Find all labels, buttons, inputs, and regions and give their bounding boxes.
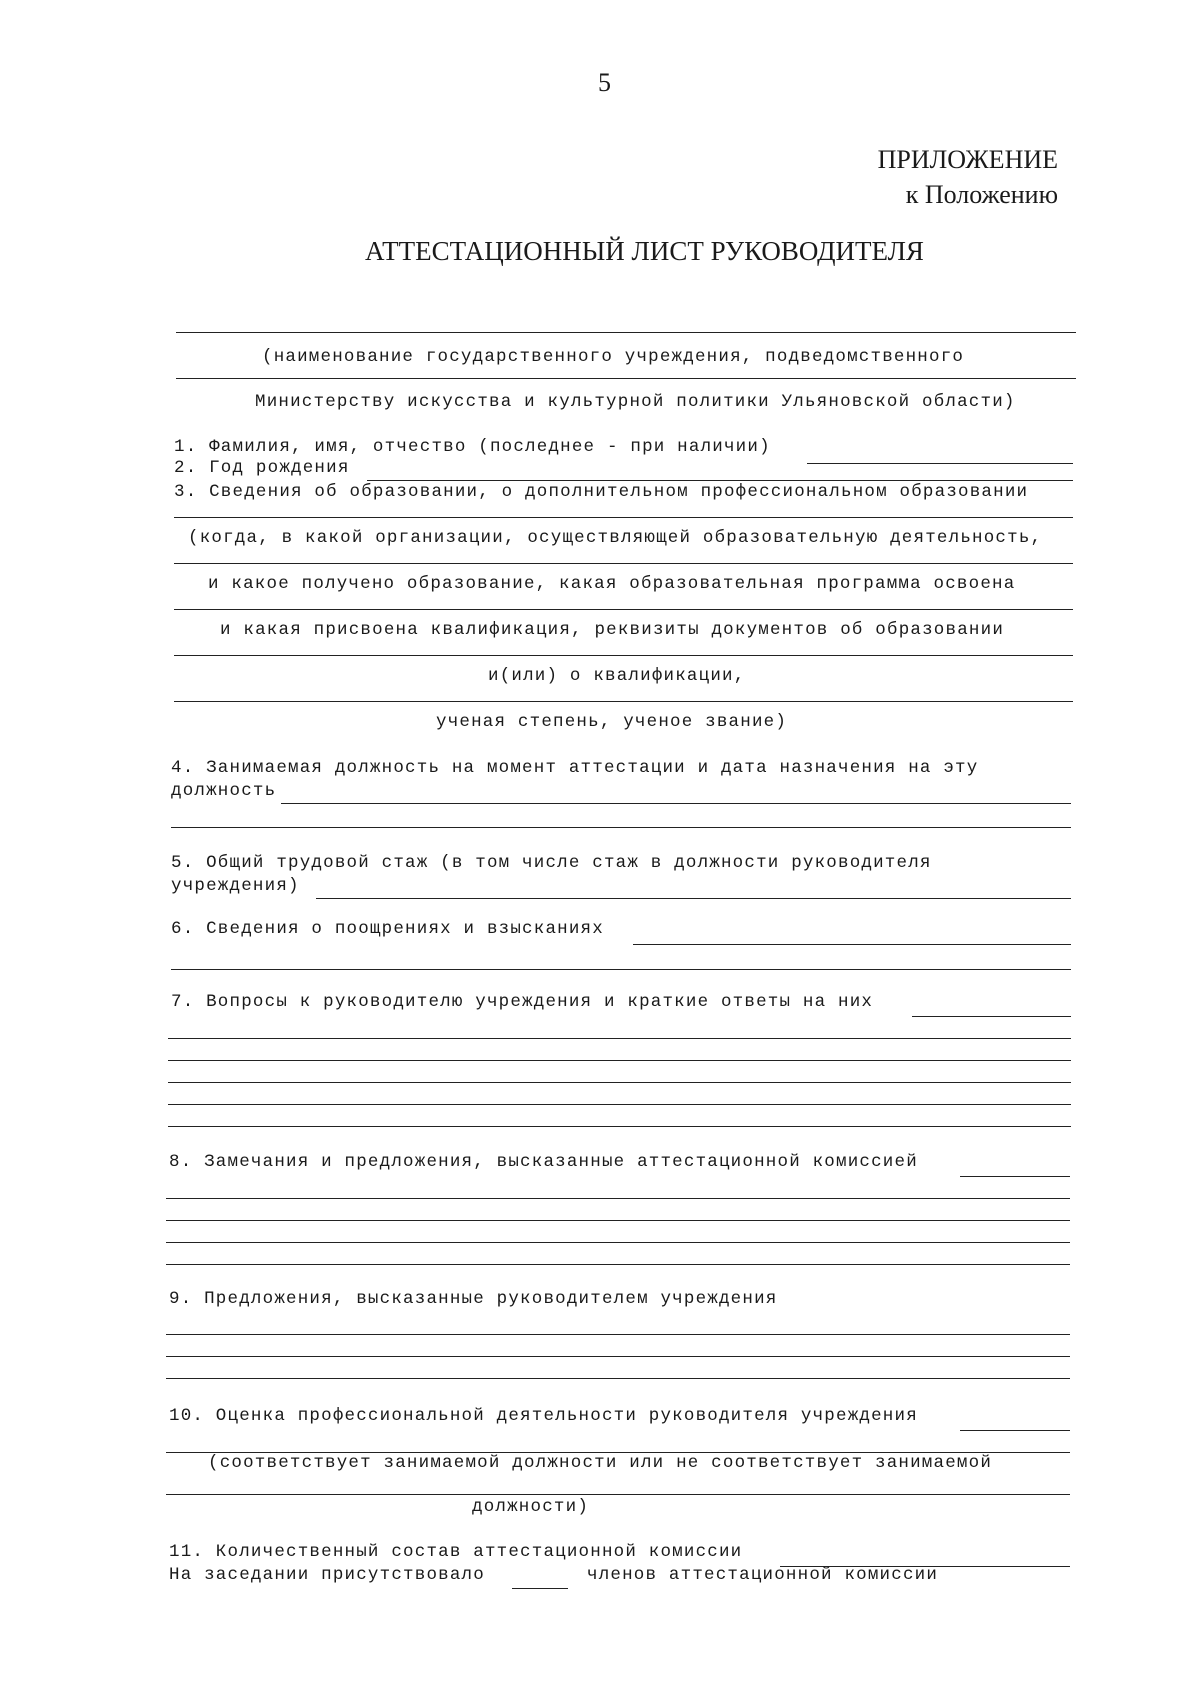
page-number: 5 — [598, 68, 611, 97]
item-8-line-1 — [166, 1198, 1070, 1199]
appendix-subtitle: к Положению — [905, 180, 1058, 209]
item-3-line-5 — [174, 701, 1073, 702]
item-2-line — [367, 480, 1073, 481]
item-8-line-0 — [960, 1176, 1070, 1177]
item-3-hint-1: (когда, в какой организации, осуществляющей образовательную деятельность, — [188, 528, 1043, 548]
item-7-line-5 — [168, 1126, 1071, 1127]
item-3-education: 3. Сведения об образовании, о дополнительном профессиональном образовании — [174, 482, 1029, 502]
item-8-remarks: 8. Замечания и предложения, высказанные аттестационной комиссией — [169, 1152, 918, 1172]
item-2-birth-year: 2. Год рождения — [174, 458, 350, 478]
item-1-line — [807, 463, 1073, 464]
item-3-line-1 — [174, 517, 1073, 518]
institution-hint-1: (наименование государственного учреждения, подведомственного — [262, 347, 965, 367]
item-3-line-4 — [174, 655, 1073, 656]
item-10-hint-1: (соответствует занимаемой должности или не соответствует занимаемой — [208, 1453, 993, 1473]
item-10-hint-2: должности) — [472, 1497, 590, 1517]
item-7-line-2 — [168, 1060, 1071, 1061]
item-5-line — [316, 898, 1071, 899]
item-7-line-0 — [912, 1016, 1071, 1017]
item-3-hint-2: и какое получено образование, какая образовательная программа освоена — [208, 574, 1016, 594]
item-10-line-0 — [960, 1430, 1070, 1431]
item-8-line-3 — [166, 1242, 1070, 1243]
item-10-assessment: 10. Оценка профессиональной деятельности руководителя учреждения — [169, 1406, 918, 1426]
item-11-commission-size: 11. Количественный состав аттестационной комиссии — [169, 1542, 743, 1562]
item-9-line-2 — [166, 1356, 1070, 1357]
item-3-line-2 — [174, 563, 1073, 564]
item-8-line-4 — [166, 1264, 1070, 1265]
item-7-line-4 — [168, 1104, 1071, 1105]
item-1-full-name: 1. Фамилия, имя, отчество (последнее - при наличии) — [174, 437, 771, 457]
item-7-questions: 7. Вопросы к руководителю учреждения и краткие ответы на них — [171, 992, 874, 1012]
item-6-line-1 — [633, 944, 1071, 945]
institution-line-2 — [176, 378, 1076, 379]
item-9-line-3 — [166, 1378, 1070, 1379]
item-4-line-1 — [281, 803, 1071, 804]
item-7-line-1 — [168, 1038, 1071, 1039]
item-5-work-experience: 5. Общий трудовой стаж (в том числе стаж в должности руководителя — [171, 853, 932, 873]
item-5-work-experience-cont: учреждения) — [171, 876, 300, 896]
item-8-line-2 — [166, 1220, 1070, 1221]
item-3-hint-3: и какая присвоена квалификация, реквизиты документов об образовании — [220, 620, 1005, 640]
item-9-line-1 — [166, 1334, 1070, 1335]
institution-line-1 — [176, 332, 1076, 333]
item-3-hint-4: и(или) о квалификации, — [488, 666, 746, 686]
item-4-position: 4. Занимаемая должность на момент аттестации и дата назначения на эту — [171, 758, 979, 778]
item-9-proposals: 9. Предложения, высказанные руководителем учреждения — [169, 1289, 778, 1309]
item-6-line-2 — [171, 969, 1071, 970]
item-11-attended-blank — [512, 1588, 568, 1589]
item-7-line-3 — [168, 1082, 1071, 1083]
item-10-line-2 — [166, 1494, 1070, 1495]
appendix-title: ПРИЛОЖЕНИЕ — [877, 145, 1058, 174]
item-3-line-3 — [174, 609, 1073, 610]
item-3-hint-5: ученая степень, ученое звание) — [436, 712, 788, 732]
item-11-attended-suffix: членов аттестационной комиссии — [587, 1565, 939, 1585]
institution-hint-2: Министерству искусства и культурной политики Ульяновской области) — [255, 392, 1016, 412]
item-6-rewards: 6. Сведения о поощрениях и взысканиях — [171, 919, 604, 939]
item-4-position-cont: должность — [171, 781, 277, 801]
item-11-attended-label: На заседании присутствовало — [169, 1565, 485, 1585]
item-4-line-2 — [171, 827, 1071, 828]
document-title: АТТЕСТАЦИОННЫЙ ЛИСТ РУКОВОДИТЕЛЯ — [365, 236, 924, 266]
